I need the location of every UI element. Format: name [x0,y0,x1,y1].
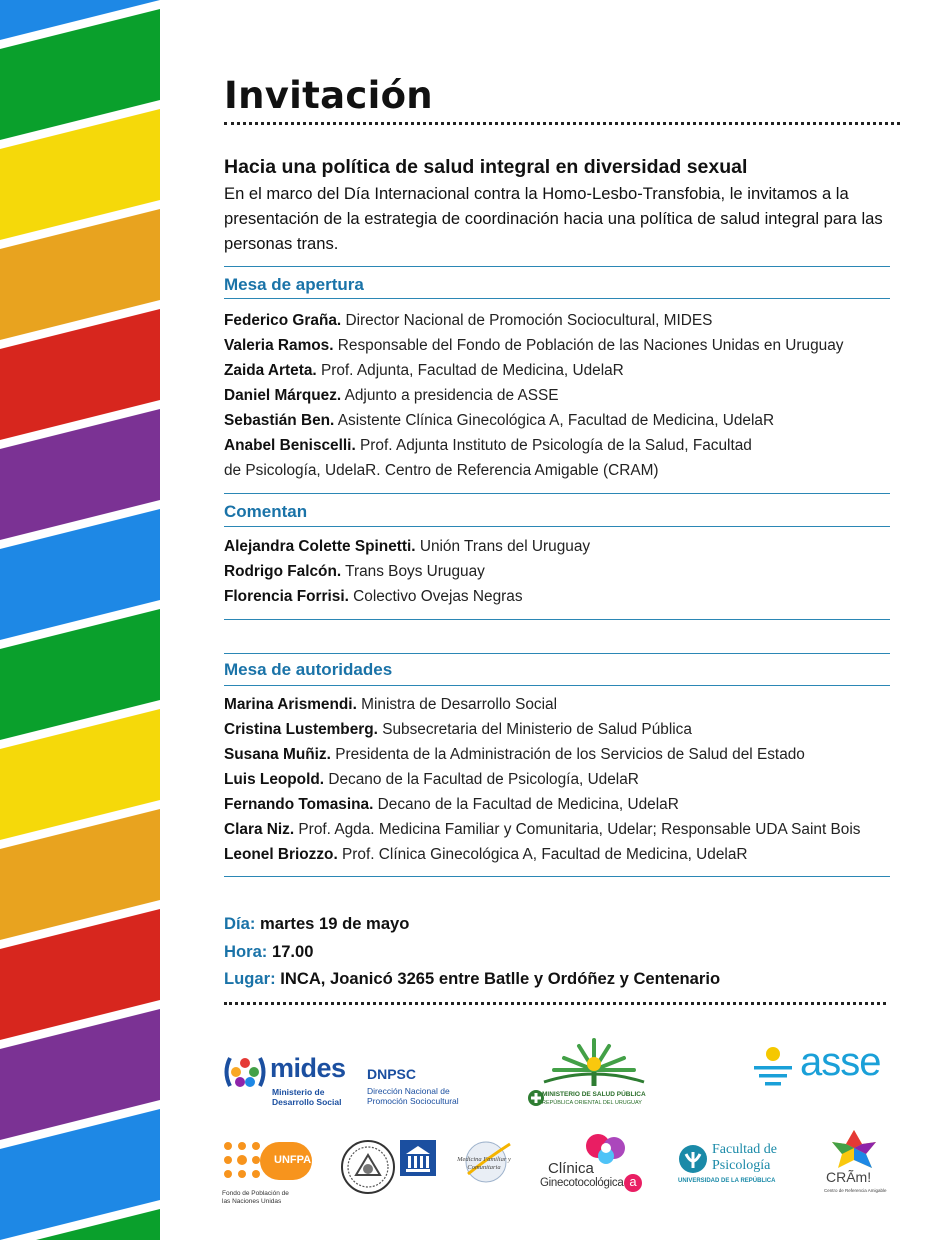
person-name: Cristina Lustemberg. [224,721,378,738]
person-name: Leonel Briozzo. [224,846,338,863]
person-name: Luis Leopold. [224,771,325,788]
psicologia-title-line2: Psicología [712,1158,771,1173]
apertura-list [224,308,843,483]
medicina-familiar-logo [454,1138,514,1188]
section-rule [224,266,890,267]
msp-logo [528,1036,658,1110]
unfpa-badge [260,1142,312,1180]
person-role: Adjunto a presidencia de ASSE [344,387,559,404]
dnpsc-logo [367,1066,477,1110]
person-name: Zaida Arteta. [224,362,317,379]
mides-logo-icon [222,1055,268,1089]
person-role: Unión Trans del Uruguay [419,538,591,555]
autoridades-list [224,692,860,867]
person-role: Prof. Adjunta Instituto de Psicología de la Salud, Facultad de Psicología, UdelaR. Centro de Referencia Amigable (CRAM) [224,437,752,479]
psicologia-subtitle: UNIVERSIDAD DE LA REPÚBLICA [678,1178,776,1184]
person-name: Daniel Márquez. [224,387,342,404]
clinica-gineco-logo [540,1132,645,1194]
person-role: Colectivo Ovejas Negras [353,588,523,605]
person-role: Decano de la Facultad de Medicina, UdelaR [377,796,679,813]
event-subtitle: Hacia una política de salud integral en diversidad sexual [224,156,748,178]
person-role: Decano de la Facultad de Psicología, UdelaR [328,771,639,788]
cram-star-icon [828,1128,880,1170]
person-name: Susana Muñiz. [224,746,331,763]
unfpa-wordmark: UNFPA [274,1154,312,1166]
event-time [224,938,314,965]
msp-subtitle: REPÚBLICA ORIENTAL DEL URUGUAY [542,1100,642,1106]
time-value: 17.00 [271,942,314,961]
list-item [224,333,843,358]
list-item [224,767,860,792]
mides-wordmark: mides [270,1053,346,1083]
section-heading-comentan: Comentan [224,502,308,521]
person-role: Prof. Agda. Medicina Familiar y Comunitaria, Udelar; Responsable UDA Saint Bois [298,821,861,838]
udelar-seal-icon [340,1139,396,1195]
person-name: Federico Graña. [224,312,342,329]
asse-wordmark: asse [800,1040,881,1084]
mides-subtitle: Ministerio de Desarrollo Social [272,1087,342,1107]
unfpa-logo [222,1140,322,1204]
section-heading-autoridades: Mesa de autoridades [224,660,393,679]
clinica-subtitle: Ginecotocológica [540,1177,624,1189]
cram-wordmark: CRÃm! [826,1169,872,1185]
person-role: Prof. Clínica Ginecológica A, Facultad de Medicina, UdelaR [342,846,748,863]
person-role: Responsable del Fondo de Población de las Naciones Unidas en Uruguay [337,337,844,354]
person-role: Asistente Clínica Ginecológica A, Facultad de Medicina, UdelaR [337,412,775,429]
comentan-list [224,534,590,609]
psicologia-icon [678,1144,708,1174]
mfc-label: Medicina Familiar y Comunitaria [457,1156,511,1171]
list-item [224,742,860,767]
psicologia-title-line1: Facultad de [712,1142,777,1157]
section-rule [224,619,890,620]
list-item [224,692,860,717]
msp-title: MINISTERIO DE SALUD PÚBLICA [542,1091,646,1098]
intro-paragraph: En el marco del Día Internacional contra la Homo-Lesbo-Transfobia, le invitamos a la presentación de la estrategia de coordinación hacia una política de salud integral para las personas trans. [224,184,883,253]
facultad-psicologia-logo [678,1142,790,1188]
msp-tree-icon [534,1036,654,1088]
page-title: Invitación [224,74,433,117]
udelar-seal-logo [340,1139,396,1195]
list-item [224,433,764,483]
unfpa-subtitle: Fondo de Población de las Naciones Unidas [222,1190,289,1205]
person-role: Trans Boys Uruguay [345,563,485,580]
person-name: Sebastián Ben. [224,412,335,429]
list-item [224,534,590,559]
list-item [224,842,860,867]
section-rule [224,653,890,654]
person-name: Anabel Beniscelli. [224,437,356,454]
asse-sun-icon [752,1046,794,1088]
date-value: martes 19 de mayo [259,914,410,933]
list-item [224,358,843,383]
dnpsc-subtitle: Dirección Nacional de Promoción Sociocultural [367,1086,459,1106]
asse-logo [752,1040,892,1092]
list-item [224,383,843,408]
list-item [224,584,590,609]
event-place [224,965,720,992]
dotted-divider-top [224,122,900,125]
section-heading-apertura: Mesa de apertura [224,275,364,294]
person-role: Subsecretaria del Ministerio de Salud Pública [382,721,692,738]
section-rule [224,526,890,527]
event-date [224,910,409,937]
person-name: Marina Arismendi. [224,696,357,713]
list-item [224,817,860,842]
person-name: Valeria Ramos. [224,337,334,354]
section-rule [224,298,890,299]
psicologia-title [712,1142,777,1174]
cram-logo [824,1128,890,1202]
list-item [224,308,843,333]
person-role: Ministra de Desarrollo Social [361,696,558,713]
dnpsc-title: DNPSC [367,1066,417,1082]
list-item [224,559,590,584]
person-name: Rodrigo Falcón. [224,563,342,580]
medicina-logo [400,1140,436,1176]
unfpa-dots-icon [222,1140,262,1180]
place-label: Lugar: [224,969,276,988]
person-name: Clara Niz. [224,821,295,838]
section-rule [224,685,890,686]
clinica-title: Clínica [548,1160,594,1177]
rainbow-stripes-decoration [0,0,160,1240]
mides-logo [222,1055,352,1107]
list-item [224,408,843,433]
person-name: Fernando Tomasina. [224,796,374,813]
section-rule [224,876,890,877]
cram-subtitle: Centro de Referencia Amigable [824,1188,887,1193]
section-rule [224,493,890,494]
time-label: Hora: [224,942,268,961]
person-role: Presidenta de la Administración de los Servicios de Salud del Estado [335,746,805,763]
clinica-badge: a [624,1174,642,1192]
person-name: Alejandra Colette Spinetti. [224,538,416,555]
medicina-building-icon [400,1140,436,1176]
person-role: Director Nacional de Promoción Sociocultural, MIDES [345,312,713,329]
date-label: Día: [224,914,256,933]
list-item [224,792,860,817]
person-role: Prof. Adjunta, Facultad de Medicina, UdelaR [320,362,624,379]
place-value: INCA, Joanicó 3265 entre Batlle y Ordóñez y Centenario [280,969,721,988]
list-item [224,717,860,742]
person-name: Florencia Forrisi. [224,588,349,605]
dotted-divider-bottom [224,1002,886,1005]
